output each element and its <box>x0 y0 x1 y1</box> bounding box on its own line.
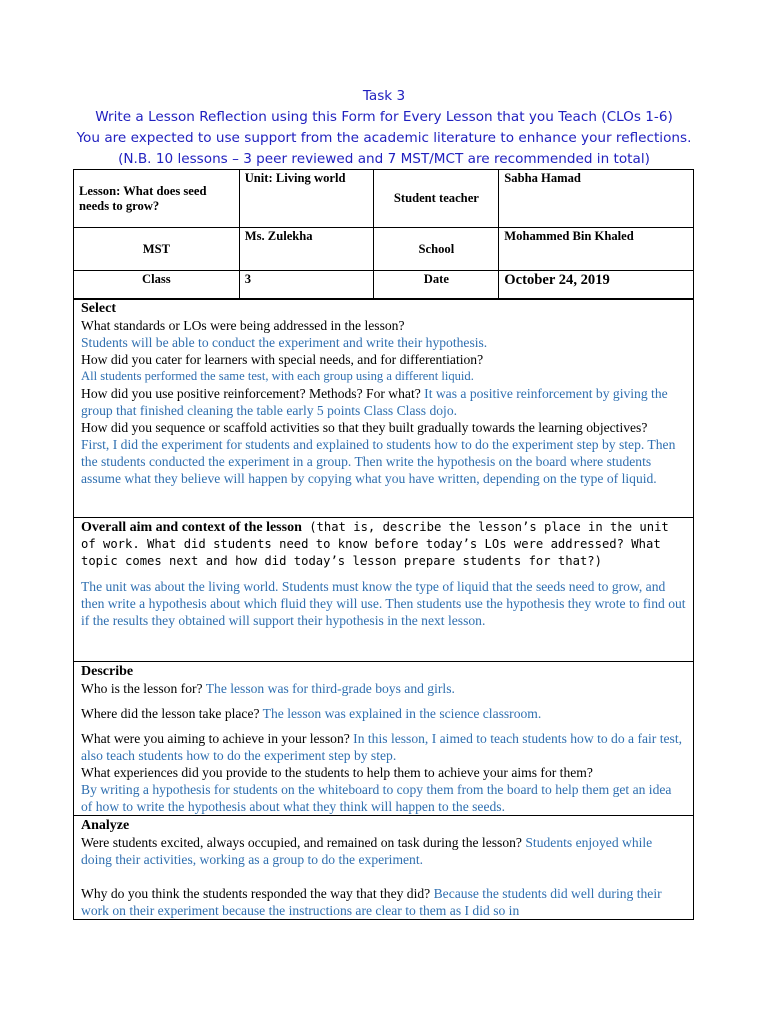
describe-question-2: Where did the lesson take place? <box>81 706 260 721</box>
describe-gap-2 <box>81 722 686 730</box>
analyze-section <box>73 815 694 920</box>
select-section <box>73 298 694 518</box>
header-line-2: You are expected to use support from the academic literature to enhance your reflections. <box>76 130 692 146</box>
unit-cell: Unit: Living world <box>239 170 374 228</box>
mst-label: MST <box>74 228 240 271</box>
select-question-1: What standards or LOs were being addressed in the lesson? <box>81 318 405 333</box>
describe-question-3: What were you aiming to achieve in your lesson? <box>81 731 350 746</box>
aim-heading: Overall aim and context of the lesson <box>81 520 302 535</box>
select-answer-4: First, I did the experiment for students and explained to students how to do the experiment step by step. Then the students conducted the experiment in a group. Then write the hypothesis on the board where students assume what they believe will happen by copying what you have written, depending on the type of liquid. <box>81 437 676 486</box>
analyze-answer-1: Students enjoyed while doing their activities, working as a group to do the experiment. <box>81 835 653 867</box>
describe-answer-1: The lesson was for third-grade boys and girls. <box>202 681 455 696</box>
select-question-4: How did you sequence or scaffold activities so that they built gradually towards the learning objectives? <box>81 420 648 435</box>
header-line-1: Write a Lesson Reflection using this Form for Every Lesson that you Teach (CLOs 1-6) <box>95 109 673 125</box>
task-title: Task 3 <box>362 88 406 104</box>
analyze-qa-1 <box>81 834 686 868</box>
select-qa-3 <box>81 385 686 419</box>
select-heading: Select <box>81 301 116 316</box>
student-teacher-value: Sabha Hamad <box>499 170 694 228</box>
lesson-title-cell: Lesson: What does seed needs to grow? <box>74 170 240 228</box>
select-question-3: How did you use positive reinforcement? Methods? For what? <box>81 386 421 401</box>
student-teacher-label: Student teacher <box>374 170 499 228</box>
form-header <box>0 86 768 170</box>
mst-value: Ms. Zulekha <box>239 228 374 271</box>
header-line-3: (N.B. 10 lessons – 3 peer reviewed and 7 MST/MCT are recommended in total) <box>118 151 650 167</box>
date-value: October 24, 2019 <box>499 271 694 300</box>
describe-question-1: Who is the lesson for? <box>81 681 203 696</box>
analyze-gap <box>81 868 686 885</box>
describe-answer-2: The lesson was explained in the science classroom. <box>259 706 542 721</box>
describe-heading: Describe <box>81 664 134 679</box>
select-answer-3: It was a positive reinforcement by giving the group that finished cleaning the table early 5 points Class Class dojo. <box>81 386 668 418</box>
aim-answer: The unit was about the living world. Students must know the type of liquid that the seeds need to grow, and then write a hypothesis about which fluid they will use. Then students use the hypothesis they wrote to find out if the results they obtained will support their hypothesis in the next lesson. <box>81 579 686 628</box>
aim-heading-line <box>81 519 686 570</box>
describe-qa-3 <box>81 730 686 764</box>
school-value: Mohammed Bin Khaled <box>499 228 694 271</box>
aim-prompt: (that is, describe the lesson’s place in the unit of work. What did students need to know before today’s LOs were addressed? What topic comes next and how did today’s lesson prepare students for that?) <box>81 520 669 568</box>
class-value: 3 <box>239 271 374 300</box>
select-answer-2: All students performed the same test, with each group using a different liquid. <box>81 369 474 383</box>
select-question-2: How did you cater for learners with special needs, and for differentiation? <box>81 352 484 367</box>
describe-qa-2 <box>81 705 686 722</box>
class-label: Class <box>74 271 240 300</box>
date-label: Date <box>374 271 499 300</box>
describe-gap-1 <box>81 697 686 705</box>
describe-question-4: What experiences did you provide to the students to help them to achieve your aims for them? <box>81 765 593 780</box>
lesson-info-table <box>73 169 694 300</box>
describe-section <box>73 661 694 816</box>
describe-answer-3: In this lesson, I aimed to teach students how to do a fair test, also teach students how to do the experiment step by step. <box>81 731 683 763</box>
analyze-answer-2: Because the students did well during their work on their experiment because the instructions are clear to them as I did so in <box>81 886 662 918</box>
describe-answer-4: By writing a hypothesis for students on the whiteboard to copy them from the board to help them get an idea of how to write the hypothesis about what they think will happen to the seeds. <box>81 782 672 814</box>
describe-qa-1 <box>81 680 686 697</box>
analyze-question-2: Why do you think the students responded the way that they did? <box>81 886 431 901</box>
aim-gap <box>81 570 686 578</box>
aim-section <box>73 517 694 662</box>
analyze-question-1: Were students excited, always occupied, and remained on task during the lesson? <box>81 835 522 850</box>
select-answer-1: Students will be able to conduct the experiment and write their hypothesis. <box>81 335 488 350</box>
analyze-qa-2 <box>81 885 686 919</box>
analyze-heading: Analyze <box>81 818 130 833</box>
school-label: School <box>374 228 499 271</box>
